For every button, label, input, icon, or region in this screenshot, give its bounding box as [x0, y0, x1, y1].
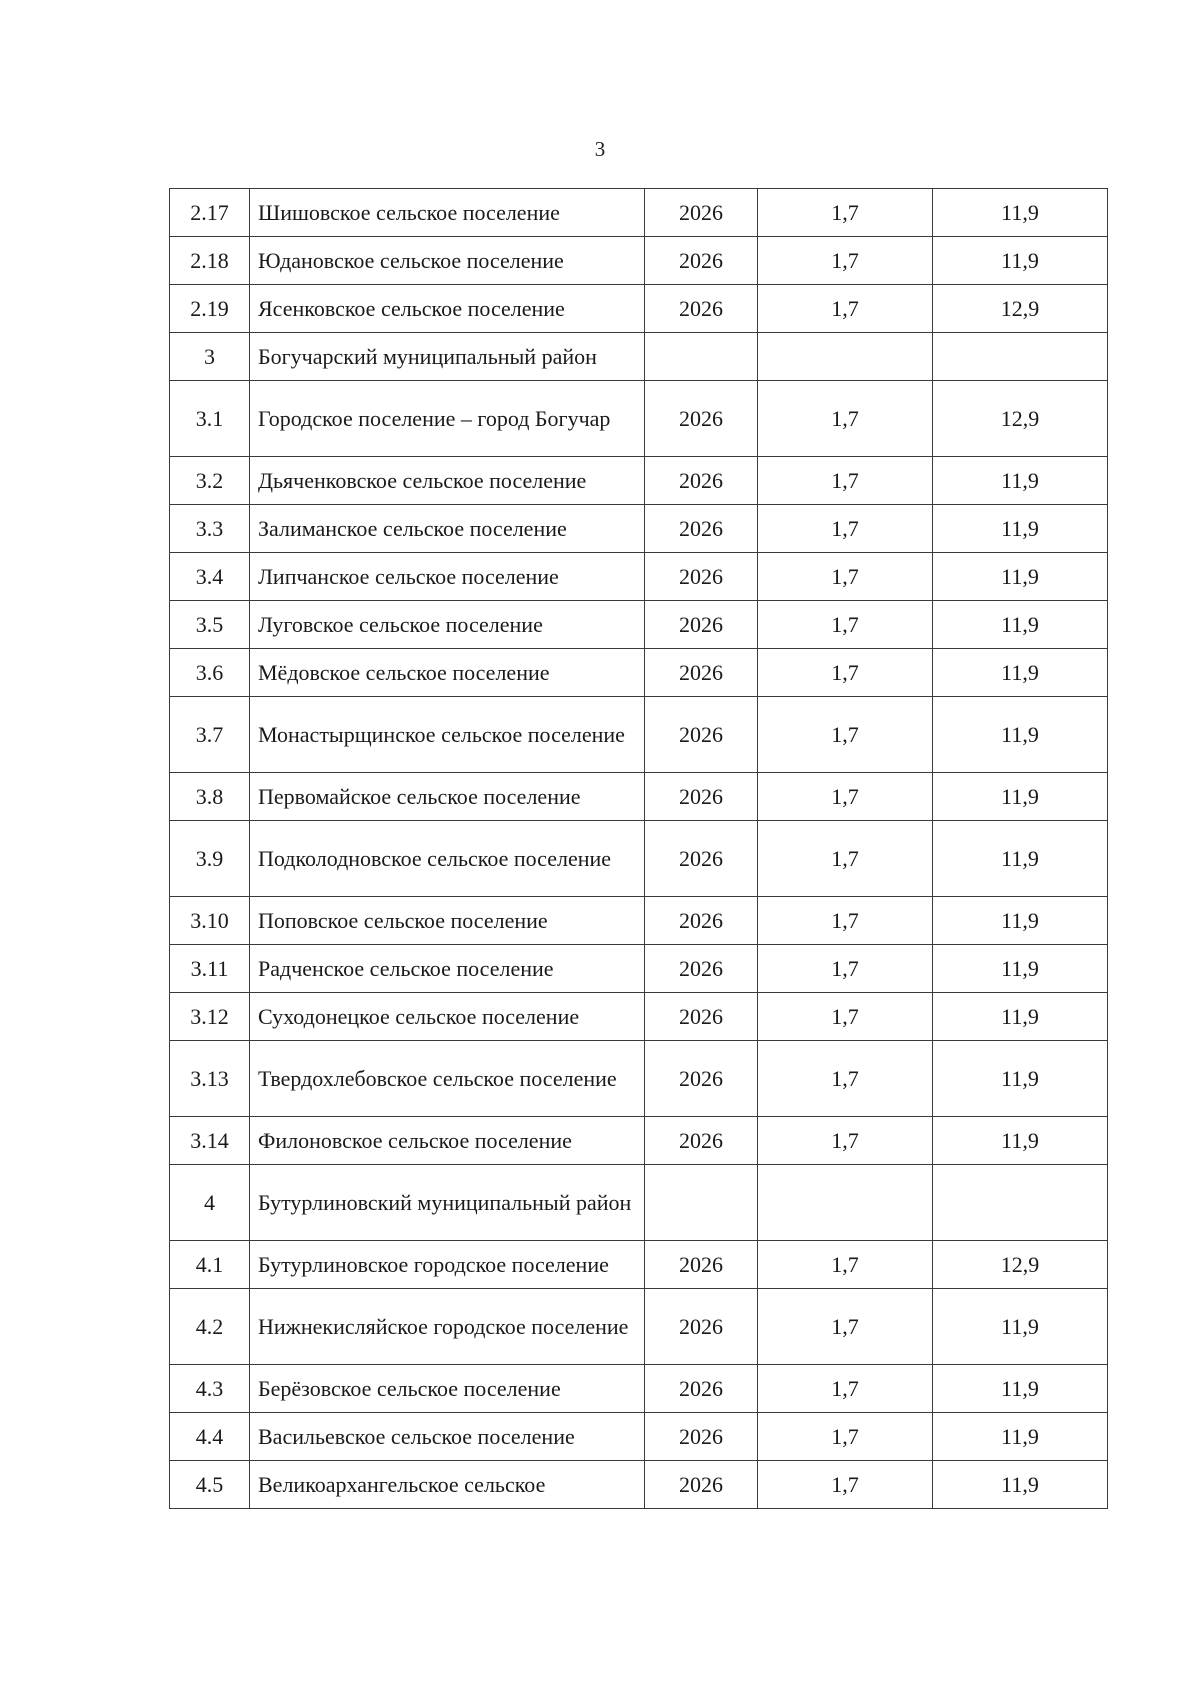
year-cell — [645, 1165, 758, 1241]
row-number: 3.7 — [170, 697, 250, 773]
table-row — [170, 1289, 1108, 1365]
row-number: 3.2 — [170, 457, 250, 505]
table-row — [170, 1241, 1108, 1289]
settlement-name: Поповское сельское поселение — [250, 897, 645, 945]
table-row — [170, 1461, 1108, 1509]
value-cell-1: 1,7 — [758, 1289, 933, 1365]
value-cell-1: 1,7 — [758, 1461, 933, 1509]
year-cell: 2026 — [645, 897, 758, 945]
year-cell: 2026 — [645, 773, 758, 821]
value-cell-1: 1,7 — [758, 1241, 933, 1289]
year-cell: 2026 — [645, 1241, 758, 1289]
value-cell-2: 11,9 — [933, 1365, 1108, 1413]
year-cell: 2026 — [645, 697, 758, 773]
year-cell: 2026 — [645, 1365, 758, 1413]
row-number: 4 — [170, 1165, 250, 1241]
year-cell: 2026 — [645, 553, 758, 601]
settlement-name: Залиманское сельское поселение — [250, 505, 645, 553]
value-cell-1: 1,7 — [758, 601, 933, 649]
row-number: 3.14 — [170, 1117, 250, 1165]
table-row — [170, 237, 1108, 285]
value-cell-1: 1,7 — [758, 1365, 933, 1413]
table-row — [170, 381, 1108, 457]
table-row — [170, 505, 1108, 553]
settlement-name: Ясенковское сельское поселение — [250, 285, 645, 333]
year-cell: 2026 — [645, 457, 758, 505]
year-cell: 2026 — [645, 945, 758, 993]
value-cell-1: 1,7 — [758, 1041, 933, 1117]
settlement-name: Мёдовское сельское поселение — [250, 649, 645, 697]
row-number: 4.1 — [170, 1241, 250, 1289]
page-number: 3 — [594, 137, 606, 161]
row-number: 3.5 — [170, 601, 250, 649]
value-cell-1: 1,7 — [758, 285, 933, 333]
value-cell-2: 12,9 — [933, 285, 1108, 333]
row-number: 2.17 — [170, 189, 250, 237]
value-cell-1: 1,7 — [758, 189, 933, 237]
row-number: 3.11 — [170, 945, 250, 993]
value-cell-2: 11,9 — [933, 457, 1108, 505]
value-cell-1: 1,7 — [758, 697, 933, 773]
value-cell-2: 11,9 — [933, 1041, 1108, 1117]
value-cell-2: 12,9 — [933, 381, 1108, 457]
year-cell: 2026 — [645, 505, 758, 553]
value-cell-2 — [933, 333, 1108, 381]
row-number: 3.13 — [170, 1041, 250, 1117]
settlement-name: Великоархангельское сельское — [250, 1461, 645, 1509]
settlement-name: Васильевское сельское поселение — [250, 1413, 645, 1461]
row-number: 3.8 — [170, 773, 250, 821]
year-cell — [645, 333, 758, 381]
settlement-name: Нижнекисляйское городское поселение — [250, 1289, 645, 1365]
table-row — [170, 773, 1108, 821]
value-cell-2: 11,9 — [933, 189, 1108, 237]
table-row — [170, 457, 1108, 505]
table-row — [170, 1165, 1108, 1241]
value-cell-1: 1,7 — [758, 945, 933, 993]
row-number: 3.9 — [170, 821, 250, 897]
settlement-name: Луговское сельское поселение — [250, 601, 645, 649]
settlement-name: Радченское сельское поселение — [250, 945, 645, 993]
year-cell: 2026 — [645, 1413, 758, 1461]
row-number: 4.5 — [170, 1461, 250, 1509]
settlement-name: Липчанское сельское поселение — [250, 553, 645, 601]
value-cell-1: 1,7 — [758, 993, 933, 1041]
value-cell-2: 11,9 — [933, 1461, 1108, 1509]
settlement-name: Подколодновское сельское поселение — [250, 821, 645, 897]
value-cell-2 — [933, 1165, 1108, 1241]
settlement-name: Суходонецкое сельское поселение — [250, 993, 645, 1041]
table-row — [170, 697, 1108, 773]
table-row — [170, 601, 1108, 649]
settlement-name: Городское поселение – город Богучар — [250, 381, 645, 457]
table-row — [170, 1413, 1108, 1461]
value-cell-1: 1,7 — [758, 381, 933, 457]
value-cell-2: 11,9 — [933, 897, 1108, 945]
year-cell: 2026 — [645, 381, 758, 457]
settlement-name: Первомайское сельское поселение — [250, 773, 645, 821]
table-row — [170, 285, 1108, 333]
settlement-name: Шишовское сельское поселение — [250, 189, 645, 237]
row-number: 3.12 — [170, 993, 250, 1041]
value-cell-1: 1,7 — [758, 553, 933, 601]
table-row — [170, 897, 1108, 945]
table-row — [170, 1041, 1108, 1117]
row-number: 2.19 — [170, 285, 250, 333]
value-cell-2: 11,9 — [933, 553, 1108, 601]
row-number: 3.6 — [170, 649, 250, 697]
value-cell-1: 1,7 — [758, 457, 933, 505]
value-cell-1: 1,7 — [758, 505, 933, 553]
value-cell-2: 11,9 — [933, 697, 1108, 773]
settlement-name: Филоновское сельское поселение — [250, 1117, 645, 1165]
row-number: 3 — [170, 333, 250, 381]
row-number: 4.3 — [170, 1365, 250, 1413]
year-cell: 2026 — [645, 1117, 758, 1165]
value-cell-1: 1,7 — [758, 237, 933, 285]
row-number: 3.3 — [170, 505, 250, 553]
row-number: 3.1 — [170, 381, 250, 457]
row-number: 3.4 — [170, 553, 250, 601]
year-cell: 2026 — [645, 285, 758, 333]
settlement-name: Монастырщинское сельское поселение — [250, 697, 645, 773]
value-cell-2: 11,9 — [933, 945, 1108, 993]
value-cell-2: 11,9 — [933, 237, 1108, 285]
year-cell: 2026 — [645, 1461, 758, 1509]
value-cell-1: 1,7 — [758, 773, 933, 821]
value-cell-2: 12,9 — [933, 1241, 1108, 1289]
value-cell-2: 11,9 — [933, 505, 1108, 553]
table-row — [170, 1117, 1108, 1165]
settlements-table — [169, 188, 1108, 1509]
row-number: 2.18 — [170, 237, 250, 285]
value-cell-2: 11,9 — [933, 649, 1108, 697]
year-cell: 2026 — [645, 1289, 758, 1365]
value-cell-1: 1,7 — [758, 649, 933, 697]
year-cell: 2026 — [645, 1041, 758, 1117]
value-cell-2: 11,9 — [933, 601, 1108, 649]
row-number: 4.2 — [170, 1289, 250, 1365]
year-cell: 2026 — [645, 601, 758, 649]
table-row — [170, 1365, 1108, 1413]
year-cell: 2026 — [645, 649, 758, 697]
table-row — [170, 821, 1108, 897]
value-cell-2: 11,9 — [933, 1413, 1108, 1461]
settlement-name: Дьяченковское сельское поселение — [250, 457, 645, 505]
year-cell: 2026 — [645, 993, 758, 1041]
value-cell-1: 1,7 — [758, 821, 933, 897]
value-cell-1: 1,7 — [758, 897, 933, 945]
settlement-name: Юдановское сельское поселение — [250, 237, 645, 285]
table-row — [170, 189, 1108, 237]
value-cell-2: 11,9 — [933, 773, 1108, 821]
settlement-name: Богучарский муниципальный район — [250, 333, 645, 381]
year-cell: 2026 — [645, 189, 758, 237]
value-cell-1 — [758, 333, 933, 381]
settlement-name: Бутурлиновский муниципальный район — [250, 1165, 645, 1241]
value-cell-1 — [758, 1165, 933, 1241]
table-row — [170, 553, 1108, 601]
settlement-name: Берёзовское сельское поселение — [250, 1365, 645, 1413]
value-cell-1: 1,7 — [758, 1117, 933, 1165]
table-row — [170, 993, 1108, 1041]
value-cell-2: 11,9 — [933, 1117, 1108, 1165]
settlement-name: Бутурлиновское городское поселение — [250, 1241, 645, 1289]
value-cell-1: 1,7 — [758, 1413, 933, 1461]
row-number: 3.10 — [170, 897, 250, 945]
settlement-name: Твердохлебовское сельское поселение — [250, 1041, 645, 1117]
table-row — [170, 649, 1108, 697]
value-cell-2: 11,9 — [933, 993, 1108, 1041]
year-cell: 2026 — [645, 237, 758, 285]
value-cell-2: 11,9 — [933, 821, 1108, 897]
row-number: 4.4 — [170, 1413, 250, 1461]
value-cell-2: 11,9 — [933, 1289, 1108, 1365]
table-row — [170, 945, 1108, 993]
year-cell: 2026 — [645, 821, 758, 897]
table-row — [170, 333, 1108, 381]
